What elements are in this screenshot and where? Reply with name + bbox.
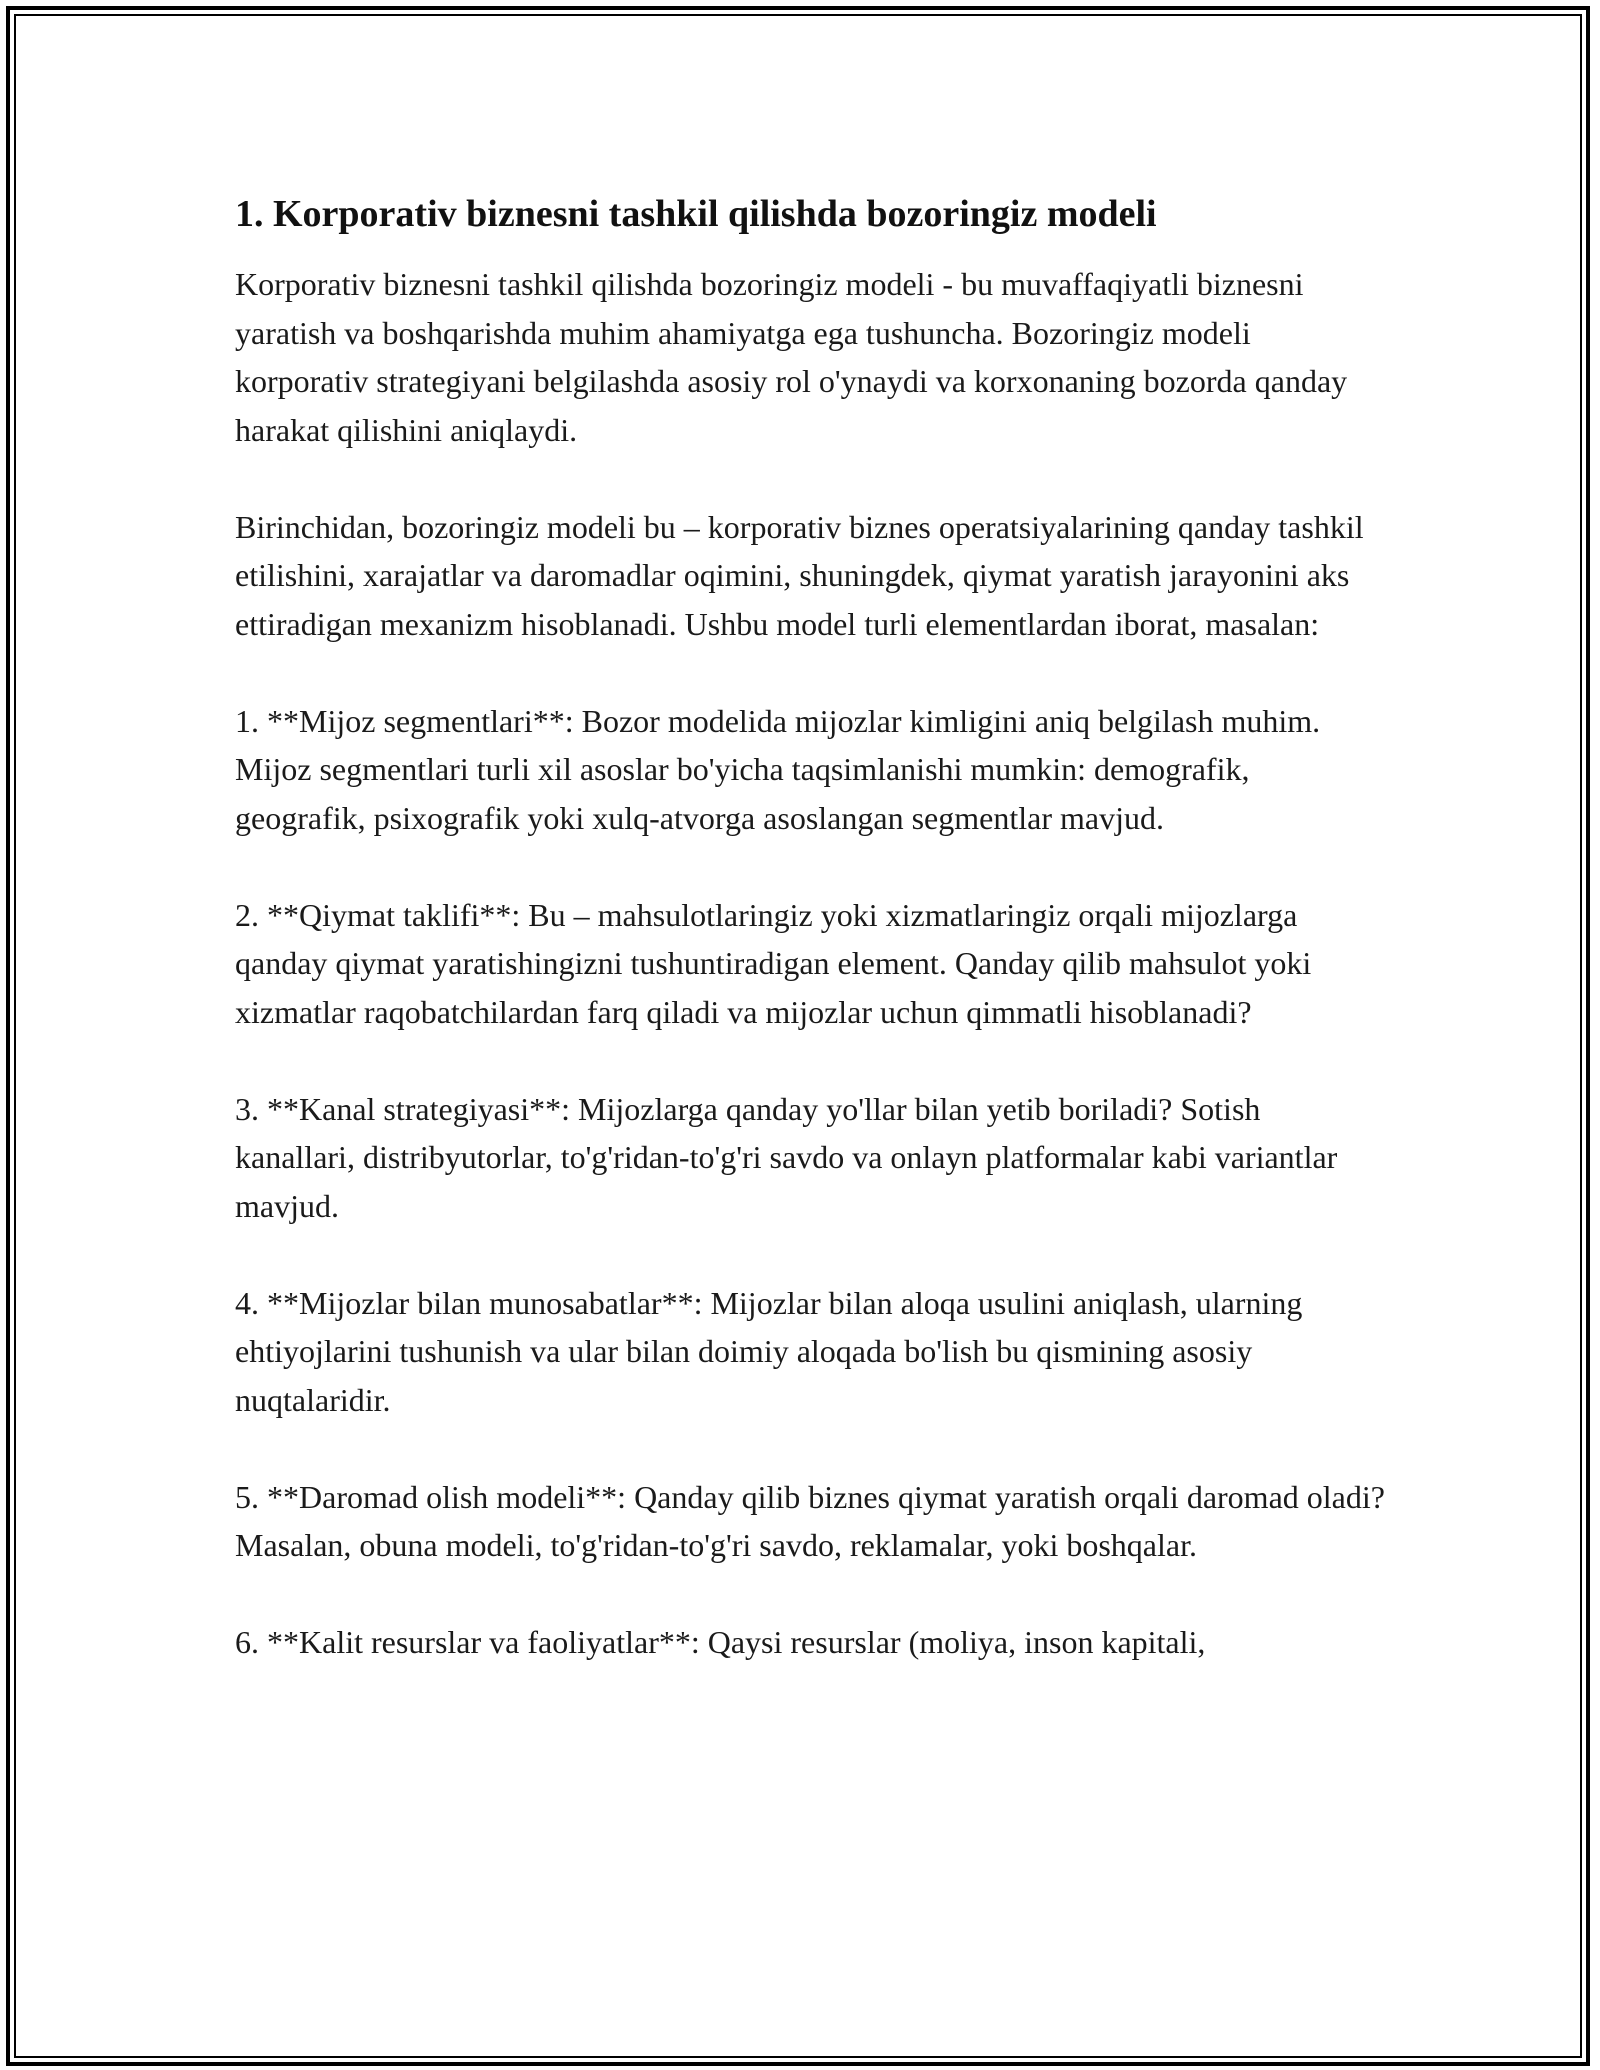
list-item-value-proposition: 2. **Qiymat taklifi**: Bu – mahsulotlaringiz yoki xizmatlaringiz orqali mijozlarga qanday qiymat yaratishingizni tushuntiradigan element. Qanday qilib mahsulot yoki xizmatlar raqobatchilardan farq qiladi va mijozlar uchun qimmatli hisoblanadi? xyxy=(235,896,1312,1030)
list-item-channel-strategy: 3. **Kanal strategiyasi**: Mijozlarga qanday yo'llar bilan yetib boriladi? Sotish kanallari, distribyutorlar, to'g'ridan-to'g'ri savdo va onlayn platformalar kabi variantlar mavjud. xyxy=(235,1090,1338,1224)
paragraph-intro: Korporativ biznesni tashkil qilishda bozoringiz modeli - bu muvaffaqiyatli biznesni yaratish va boshqarishda muhim ahamiyatga ega tushuncha. Bozoringiz modeli korporativ strategiyani belgilashda asosiy rol o'ynaydi va korxonaning bozorda qanday harakat qilishini aniqlaydi. xyxy=(235,266,1348,448)
paragraph-model-definition: Birinchidan, bozoringiz modeli bu – korporativ biznes operatsiyalarining qanday tashkil etilishini, xarajatlar va daromadlar oqimini, shuningdek, qiymat yaratish jarayonini aks ettiradigan mexanizm hisoblanadi. Ushbu model turli elementlardan iborat, masalan: xyxy=(235,508,1364,642)
list-item-key-resources: 6. **Kalit resurslar va faoliyatlar**: Qaysi resurslar (moliya, inson kapitali, xyxy=(235,1624,1206,1660)
list-item-revenue-model: 5. **Daromad olish modeli**: Qanday qilib biznes qiymat yaratish orqali daromad oladi? Masalan, obuna modeli, to'g'ridan-to'g'ri savdo, reklamalar, yoki boshqalar. xyxy=(235,1478,1385,1563)
document-body xyxy=(235,190,1385,1715)
list-item-customer-segments: 1. **Mijoz segmentlari**: Bozor modelida mijozlar kimligini aniq belgilash muhim. Mijoz segmentlari turli xil asoslar bo'yicha taqsimlanishi mumkin: demografik, geografik, psixografik yoki xulq-atvorga asoslangan segmentlar mavjud. xyxy=(235,702,1321,836)
list-item-customer-relationships: 4. **Mijozlar bilan munosabatlar**: Mijozlar bilan aloqa usulini aniqlash, ularning ehtiyojlarini tushunish va ular bilan doimiy aloqada bo'lish bu qismining asosiy nuqtalaridir. xyxy=(235,1284,1303,1418)
document-title: 1. Korporativ biznesni tashkil qilishda bozoringiz modeli xyxy=(235,193,1157,235)
